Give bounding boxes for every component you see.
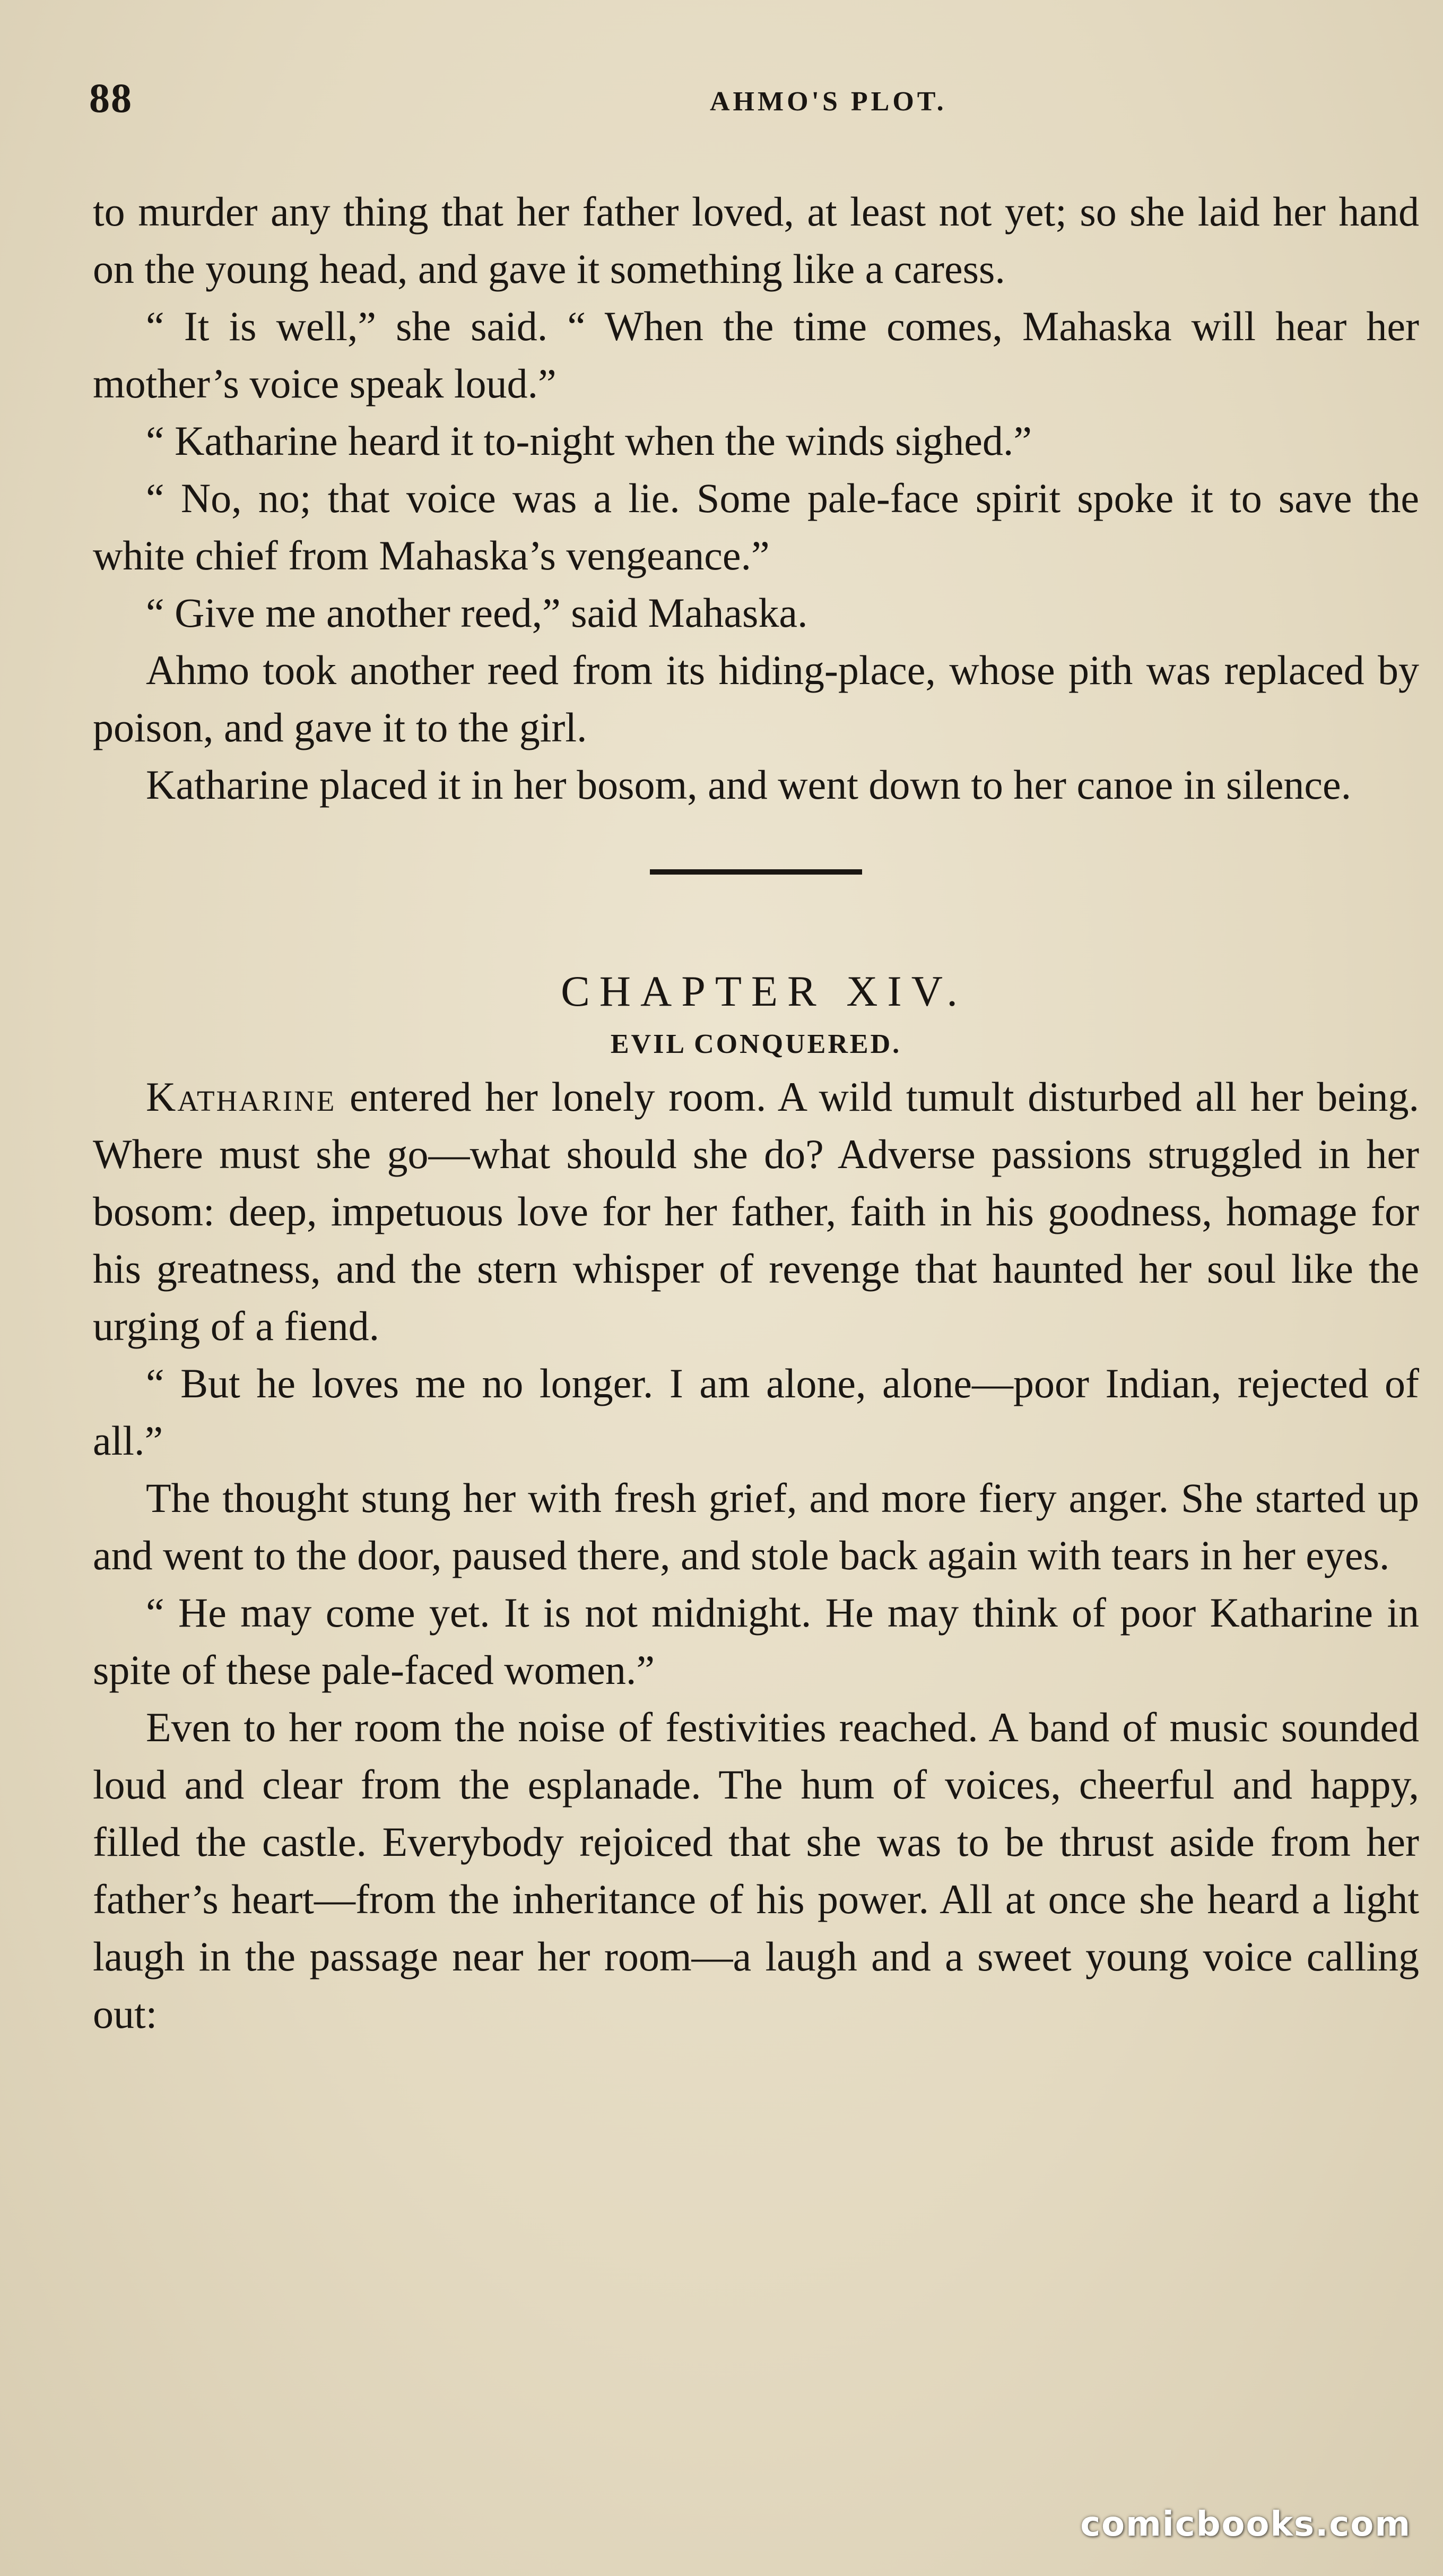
- paragraph: “ It is well,” she said. “ When the time comes, Mahaska will hear her mother’s voice speak loud.”: [93, 303, 1419, 407]
- paragraph: [93, 1068, 1419, 1355]
- page-number: 88: [89, 75, 133, 121]
- paragraph-text: entered her lonely room. A wild tumult disturbed all her being. Where must she go—what should she do? Adverse passions struggled in her bosom: deep, impetuous love for her father, faith in his goodness, homage for his greatness, and the stern whisper of revenge that haunted her soul like the urging of a fiend.: [93, 1074, 1419, 1349]
- paragraph: Katharine placed it in her bosom, and went down to her canoe in silence.: [146, 762, 1352, 808]
- paragraph: “ No, no; that voice was a lie. Some pale-face spirit spoke it to save the white chief from Mahaska’s vengeance.”: [93, 475, 1419, 578]
- paragraph: The thought stung her with fresh grief, and more fiery anger. She started up and went to the door, paused there, and stole back again with tears in her eyes.: [93, 1475, 1419, 1578]
- body-text: [93, 183, 1419, 2043]
- paragraph: “ But he loves me no longer. I am alone, alone—poor Indian, rejected of all.”: [93, 1360, 1419, 1464]
- paragraph: Even to her room the noise of festivities reached. A band of music sounded loud and clear from the esplanade. The hum of voices, cheerful and happy, filled the castle. Everybody rejoiced that she was to be thrust aside from her father’s heart—from the inheritance of his power. All at once she heard a light laugh in the passage near her room—a laugh and a sweet young voice calling out:: [93, 1704, 1419, 2037]
- page-header: [89, 74, 1373, 138]
- paragraph: “ He may come yet. It is not midnight. He may think of poor Katharine in spite of these pale-faced women.”: [93, 1589, 1419, 1693]
- paragraph: Ahmo took another reed from its hiding-place, whose pith was replaced by poison, and gave it to the girl.: [93, 647, 1419, 750]
- first-word: Katharine: [146, 1074, 336, 1120]
- chapter-title: CHAPTER XIV.: [561, 967, 967, 1015]
- paragraph: “ Give me another reed,” said Mahaska.: [146, 590, 808, 636]
- paragraph: “ Katharine heard it to-night when the winds sighed.”: [146, 418, 1032, 464]
- chapter-subtitle: EVIL CONQUERED.: [610, 1029, 902, 1059]
- paragraph: to murder any thing that her father loved, at least not yet; so she laid her hand on the young head, and gave it something like a caress.: [93, 188, 1419, 292]
- section-divider: [650, 869, 862, 875]
- watermark: comicbooks.com: [1080, 2505, 1411, 2544]
- running-head: AHMO'S PLOT.: [710, 87, 947, 117]
